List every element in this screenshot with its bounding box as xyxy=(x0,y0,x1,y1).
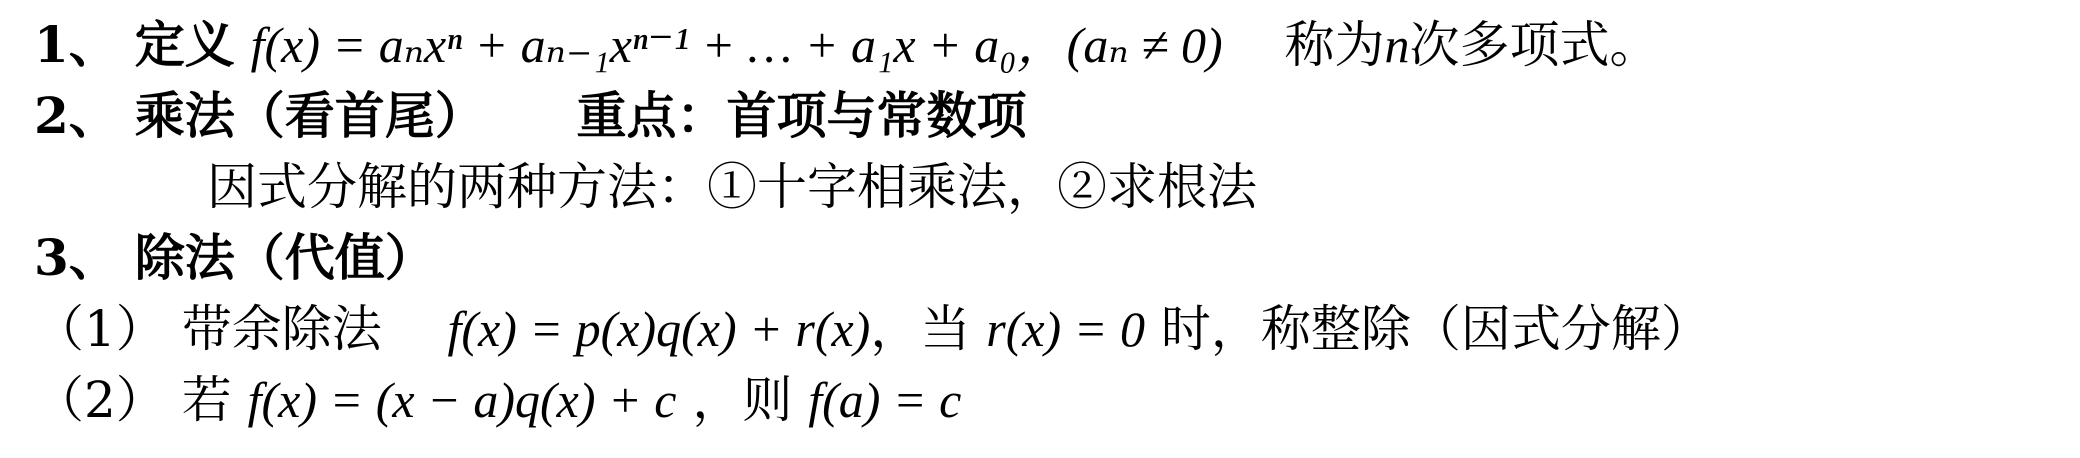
sub-number-1: （1） xyxy=(34,300,166,358)
remainder-theorem-mid: ，则 xyxy=(692,371,793,429)
factorization-methods: 因式分解的两种方法：①十字相乘法，②求根法 xyxy=(207,158,1257,216)
remainder-mid-text: ，当 xyxy=(870,300,971,358)
line-definition xyxy=(34,15,1660,74)
remainder-theorem-pre: 若 xyxy=(181,371,232,429)
line-division-with-remainder xyxy=(34,300,1711,358)
polynomial-lhs: f(x) = xyxy=(250,17,379,73)
definition-suffix-pre: 称为 xyxy=(1284,16,1385,74)
key-point: 重点：首项与常数项 xyxy=(576,86,1027,145)
sub-number-2: （2） xyxy=(34,371,166,429)
definition-suffix-post: 次多项式。 xyxy=(1409,16,1660,74)
line-remainder-theorem xyxy=(34,371,962,429)
polynomial-terms: aₙxⁿ + aₙ₋₁xⁿ⁻¹ + … + a₁x + a₀ xyxy=(378,17,1017,73)
line-factorization-note xyxy=(207,158,1257,216)
remainder-theorem-formula: f(x) = (x − a)q(x) + c xyxy=(247,372,677,428)
item-title-multiplication: 乘法（看首尾） xyxy=(134,86,485,145)
divisibility-text: 时，称整除（因式分解） xyxy=(1160,300,1711,358)
line-multiplication xyxy=(34,86,1027,145)
degree-variable: n xyxy=(1384,17,1410,73)
item-number-2: 2、 xyxy=(34,86,119,145)
leading-coefficient-condition: ，(aₙ ≠ 0) xyxy=(1016,17,1223,73)
remainder-theorem-result: f(a) = c xyxy=(808,372,962,428)
remainder-formula: f(x) = p(x)q(x) + r(x) xyxy=(447,301,871,357)
remainder-zero-condition: r(x) = 0 xyxy=(986,301,1145,357)
sub-label-remainder-division: 带余除法 xyxy=(181,300,382,358)
item-title-division: 除法（代值） xyxy=(134,228,435,287)
item-number-1: 1、 xyxy=(34,15,119,74)
line-division xyxy=(34,228,435,287)
item-title-definition: 定义 xyxy=(134,15,235,74)
item-number-3: 3、 xyxy=(34,228,119,287)
